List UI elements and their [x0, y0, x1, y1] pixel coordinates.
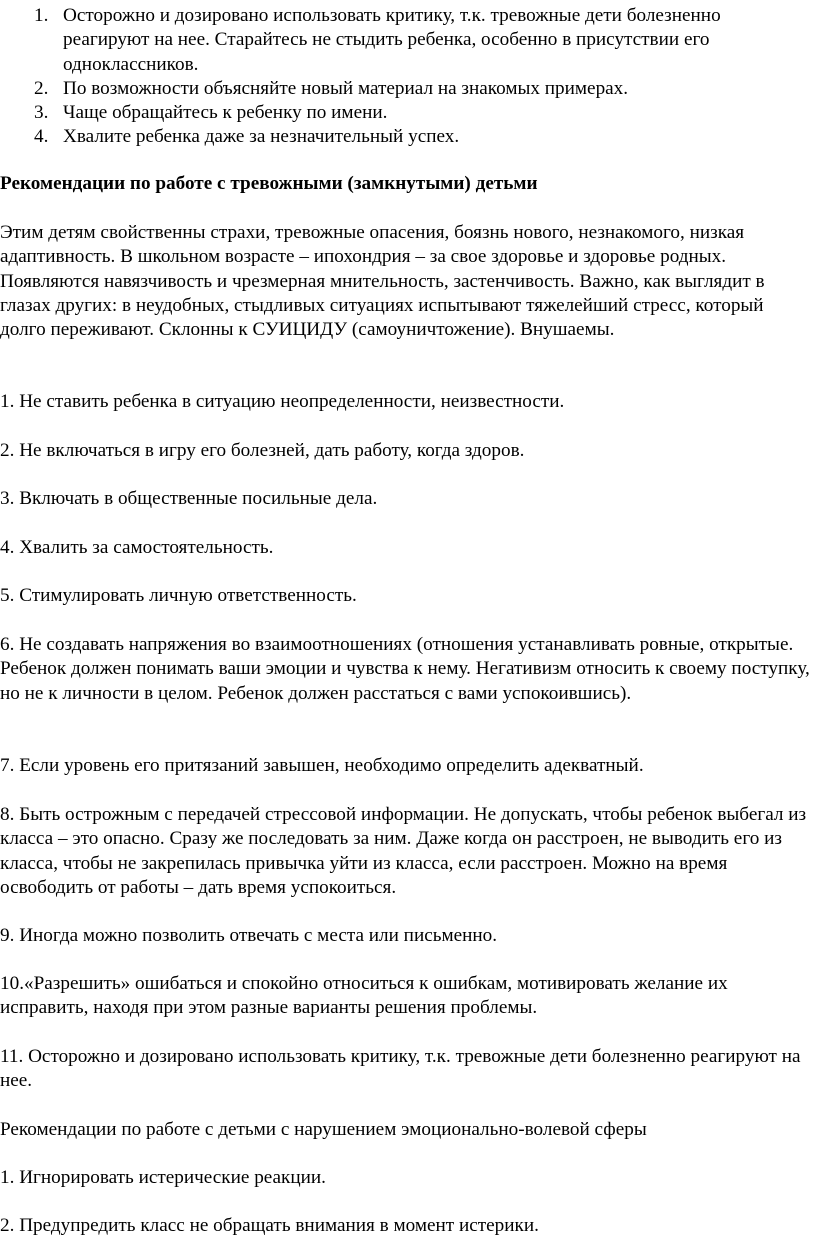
recommendation-item: 2. Предупредить класс не обращать внимания в момент истерики. [0, 1215, 539, 1236]
list-item [0, 4, 800, 77]
list-item-number: 1. [34, 5, 49, 26]
section-heading-anxious: Рекомендации по работе с тревожными (замкнутыми) детьми [0, 173, 538, 194]
recommendation-item: 3. Включать в общественные посильные дела. [0, 488, 378, 509]
recommendation-item: 7. Если уровень его притязаний завышен, необходимо определить адекватный. [0, 755, 644, 776]
list-item-number: 4. [34, 126, 49, 148]
list-item-text: Осторожно и дозировано использовать критику, т.к. тревожные дети болезненно реагируют на нее. Старайтесь не стыдить ребенка, особенно в присутствии его одноклассников. [63, 5, 721, 75]
recommendation-item: 4. Хвалить за самостоятельность. [0, 537, 274, 558]
recommendation-item: 6. Не создавать напряжения во взаимоотношениях (отношения устанавливать ровные, открытые. Ребенок должен понимать ваши эмоции и чувства к нему. Негативизм относить к своему поступку, но не к личности в целом. Ребенок должен расстаться с вами успокоившись). [0, 634, 810, 704]
list-item [0, 125, 800, 149]
list-item-number: 3. [34, 102, 49, 124]
recommendation-item: 1. Игнорировать истерические реакции. [0, 1167, 326, 1188]
list-item-text: По возможности объясняйте новый материал на знакомых примерах. [63, 77, 629, 99]
recommendation-item: 1. Не ставить ребенка в ситуацию неопределенности, неизвестности. [0, 391, 565, 412]
list-item [0, 77, 800, 101]
list-item [0, 101, 800, 125]
recommendation-item: 8. Быть острожным с передачей стрессовой информации. Не допускать, чтобы ребенок выбегал из класса – это опасно. Сразу же последовать за ним. Даже когда он расстроен, не выводить его из класса, чтобы не закрепилась привычка уйти из класса, если расстроен. Можно на время освободить от работы – дать время успокоиться. [0, 804, 807, 898]
recommendation-item: 5. Стимулировать личную ответственность. [0, 585, 357, 606]
recommendation-item: 2. Не включаться в игру его болезней, дать работу, когда здоров. [0, 440, 525, 461]
list-item-text: Хвалите ребенка даже за незначительный успех. [63, 126, 460, 148]
recommendation-item: 10.«Разрешить» ошибаться и спокойно относиться к ошибкам, мотивировать желание их исправить, находя при этом разные варианты решения проблемы. [0, 973, 728, 1019]
list-item-text: Чаще обращайтесь к ребенку по имени. [63, 102, 388, 124]
recommendation-item: 11. Осторожно и дозировано использовать критику, т.к. тревожные дети болезненно реагируют на нее. [0, 1046, 801, 1092]
anxious-children-tips-list [0, 4, 800, 150]
recommendation-item: 9. Иногда можно позволить отвечать с места или письменно. [0, 925, 498, 946]
list-item-number: 2. [34, 77, 49, 99]
section-heading-emotional: Рекомендации по работе с детьми с нарушением эмоционально-волевой сферы [0, 1119, 647, 1140]
section-intro-paragraph: Этим детям свойственны страхи, тревожные опасения, боязнь нового, незнакомого, низкая адаптивность. В школьном возрасте – ипохондрия – за свое здоровье и здоровье родных. Появляются навязчивость и чрезмерная мнительность, застенчивость. Важно, как выглядит в глазах других: в неудобных, стыдливых ситуациях испытывают тяжелейший стресс, который долго переживают. Склонны к СУИЦИДУ (самоуничтожение). Внушаемы. [0, 222, 765, 341]
